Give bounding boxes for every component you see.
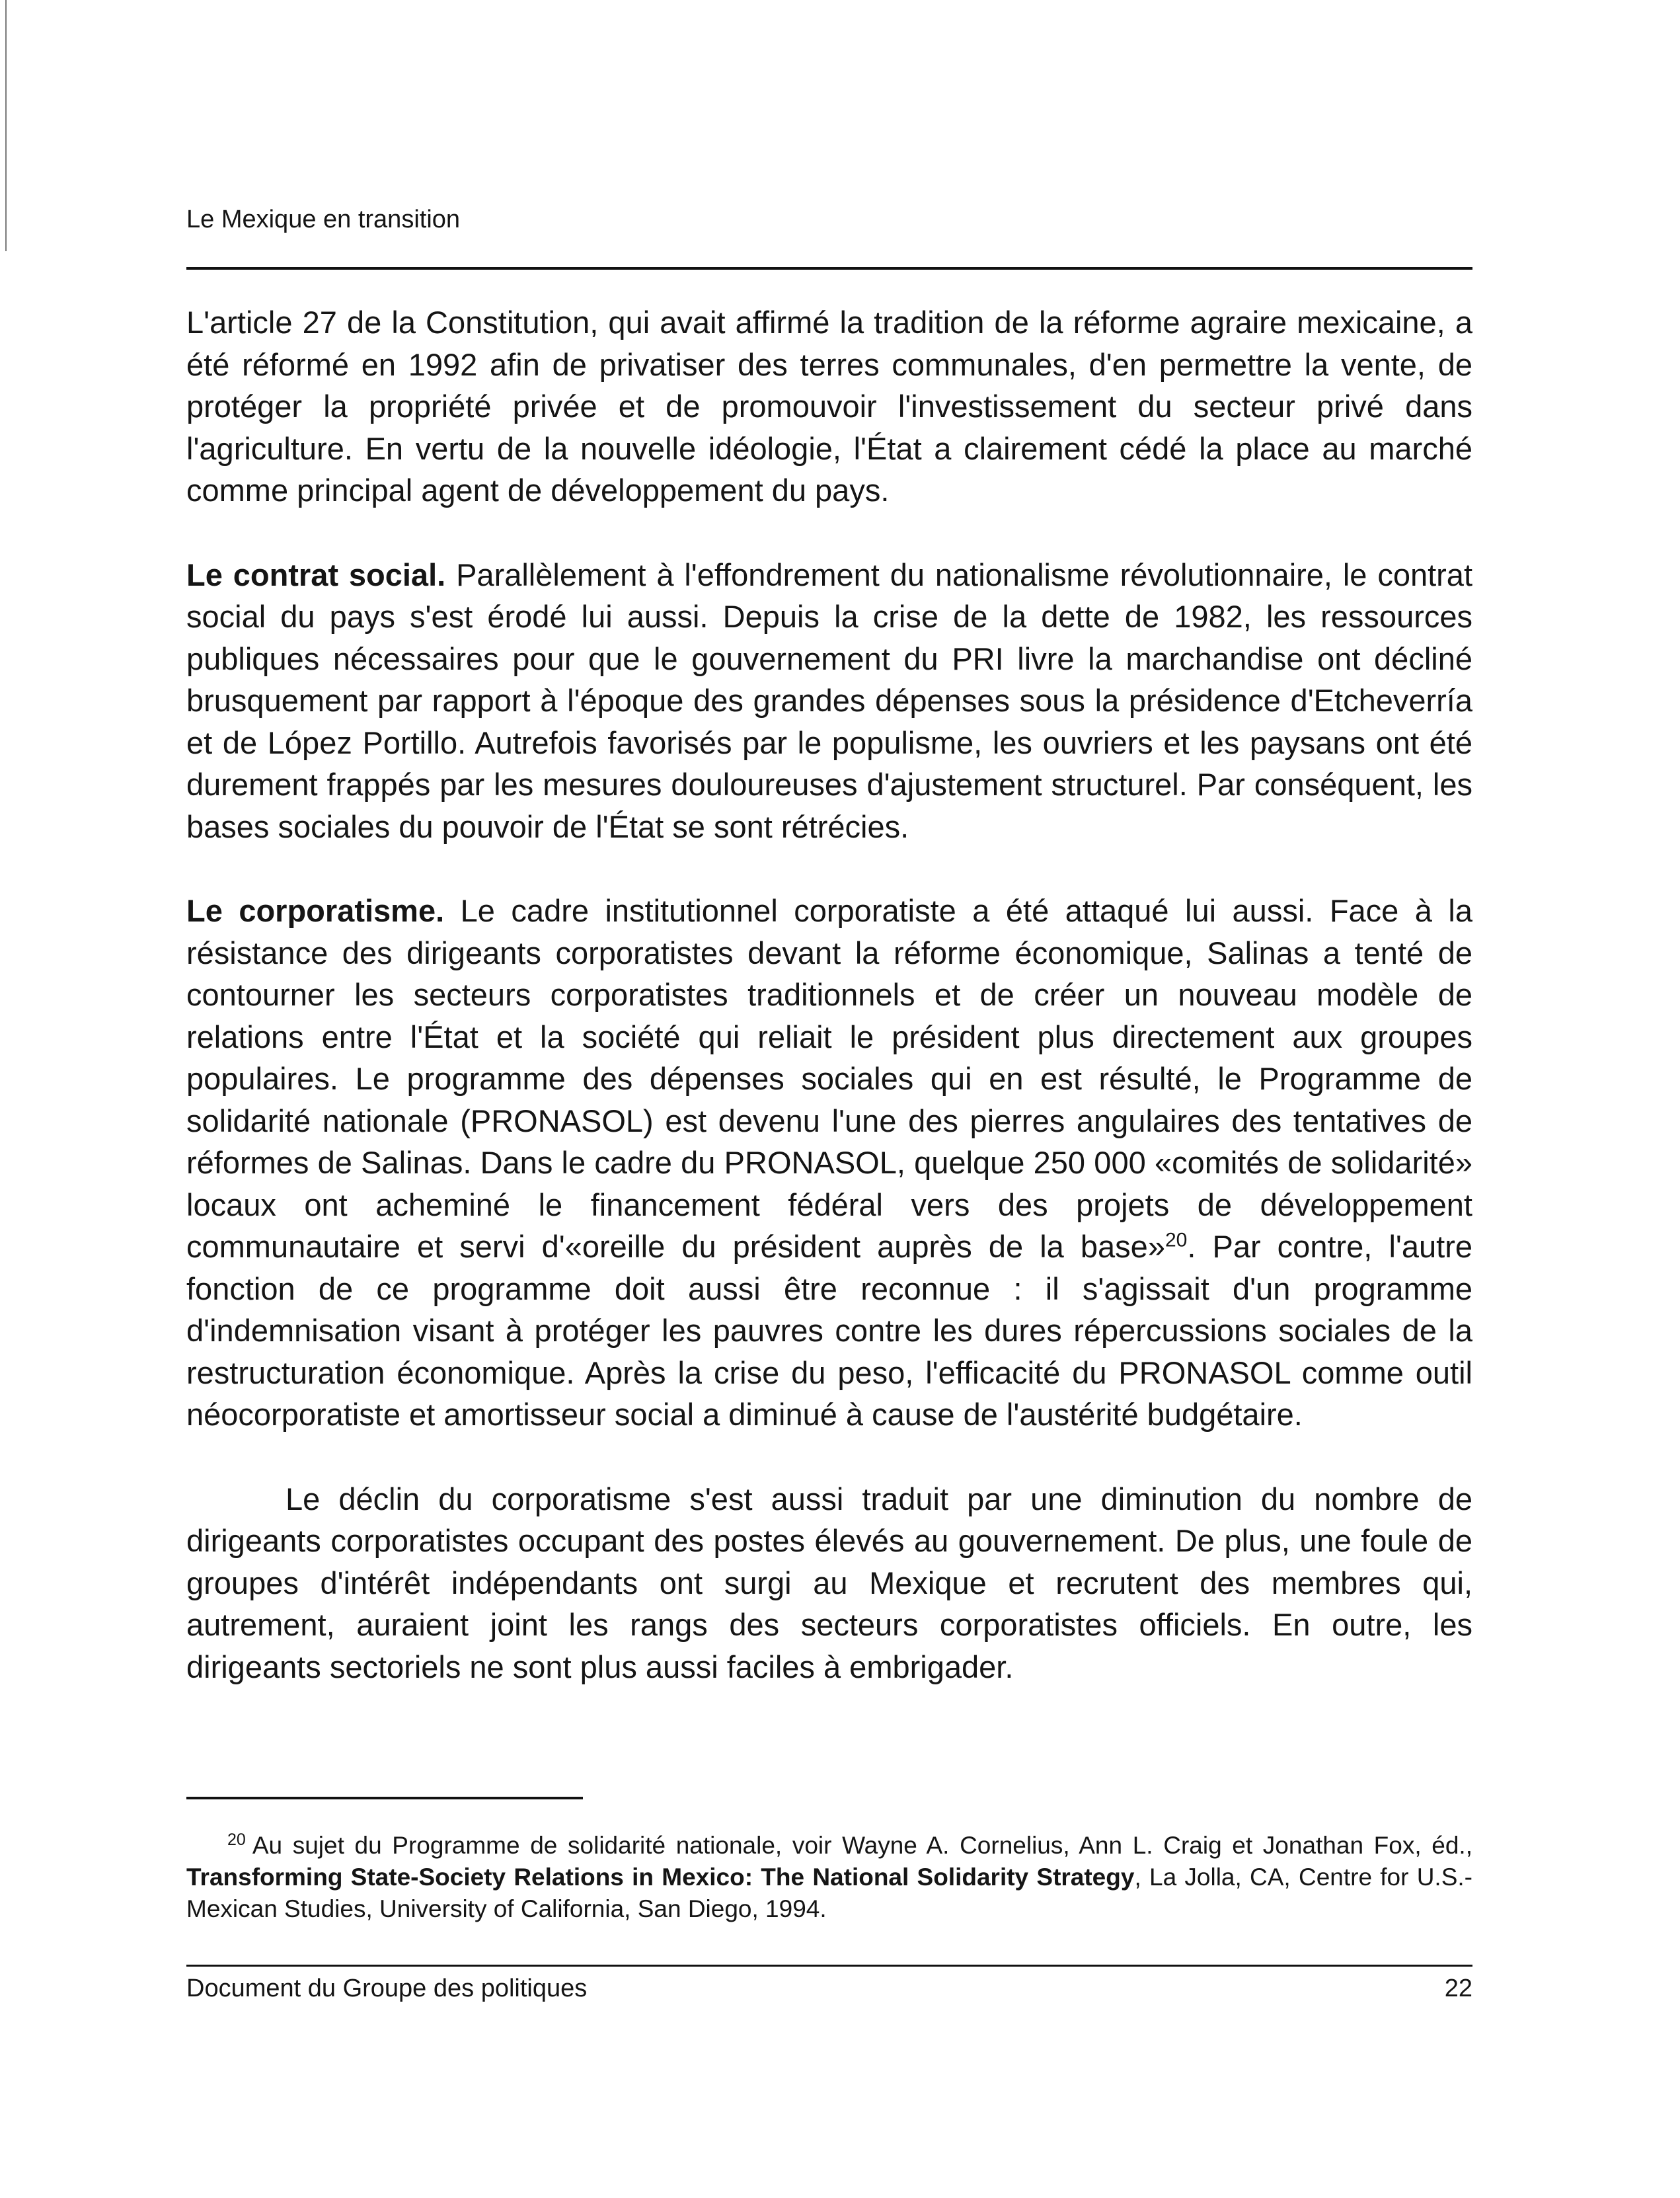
footer-label: Document du Groupe des politiques — [186, 1975, 588, 2002]
paragraph-text: . Par contre, l'autre fonction de ce programme doit aussi être reconnue : il s'agissait d'un programme d'indemnisation visant à protéger les pauvres contre les dures répercussions sociales de la restructuration économique. Après la crise du peso, l'efficacité du PRONASOL comme outil néocorporatiste et amortisseur social a diminué à cause de l'austérité budgétaire. — [186, 1229, 1472, 1432]
footnote-number: 20 — [227, 1830, 246, 1849]
paragraph-text: Le cadre institutionnel corporatiste a été attaqué lui aussi. Face à la résistance des dirigeants corporatistes devant la réforme économique, Salinas a tenté de contourner les secteurs corporatistes traditionnels et de créer un nouveau modèle de relations entre l'État et la société qui reliait le président plus directement aux groupes populaires. Le programme des dépenses sociales qui en est résulté, le Programme de solidarité nationale (PRONASOL) est devenu l'une des pierres angulaires des tentatives de réformes de Salinas. Dans le cadre du PRONASOL, quelque 250 000 «comités de solidarité» locaux ont acheminé le financement fédéral vers des projets de développement communautaire et servi d'«oreille du président auprès de la base» — [186, 893, 1472, 1264]
footnote-text: Au sujet du Programme de solidarité nationale, voir Wayne A. Cornelius, Ann L. Craig et Jonathan Fox, éd., — [252, 1832, 1472, 1859]
header-rule — [186, 267, 1472, 270]
paragraph-declin — [186, 1478, 1472, 1688]
footnote-book-title: Transforming State-Society Relations in Mexico: The National Solidarity Strategy — [186, 1864, 1135, 1891]
paragraph-article-27 — [186, 301, 1472, 512]
paragraph-corporatisme — [186, 890, 1472, 1436]
body-text — [186, 301, 1472, 1730]
running-header: Le Mexique en transition — [186, 206, 461, 233]
footnote-reference: 20 — [1165, 1229, 1188, 1251]
footer-rule — [186, 1965, 1472, 1967]
paragraph-text: Parallèlement à l'effondrement du nationalisme révolutionnaire, le contrat social du pays s'est érodé lui aussi. Depuis la crise de la dette de 1982, les ressources publiques nécessaires pour que le gouvernement du PRI livre la marchandise ont décliné brusquement par rapport à l'époque des grandes dépenses sous la présidence d'Etcheverría et de López Portillo. Autrefois favorisés par le populisme, les ouvriers et les paysans ont été durement frappés par les mesures douloureuses d'ajustement structurel. Par conséquent, les bases sociales du pouvoir de l'État se sont rétrécies. — [186, 557, 1473, 844]
paragraph-text: L'article 27 de la Constitution, qui avait affirmé la tradition de la réforme agraire mexicaine, a été réformé en 1992 afin de privatiser des terres communales, d'en permettre la vente, de protéger la propriété privée et de promouvoir l'investissement du secteur privé dans l'agriculture. En vertu de la nouvelle idéologie, l'État a clairement cédé la place au marché comme principal agent de développement du pays. — [186, 305, 1472, 508]
footnote-text: , La Jolla, CA, Centre for U.S.-Mexican Studies, University of California, San Diego, 1994. — [186, 1864, 1472, 1922]
scan-edge-line — [5, 0, 7, 251]
footnote — [186, 1830, 1472, 1925]
section-heading: Le contrat social. — [186, 557, 446, 592]
page-number: 22 — [1444, 1975, 1472, 2002]
footnote-separator — [186, 1797, 583, 1799]
paragraph-text: Le déclin du corporatisme s'est aussi traduit par une diminution du nombre de dirigeants corporatistes occupant des postes élevés au gouvernement. De plus, une foule de groupes d'intérêt indépendants ont surgi au Mexique et recrutent des membres qui, autrement, auraient joint les rangs des secteurs corporatistes officiels. En outre, les dirigeants sectoriels ne sont plus aussi faciles à embrigader. — [186, 1481, 1472, 1684]
paragraph-contrat-social — [186, 554, 1472, 848]
section-heading: Le corporatisme. — [186, 893, 445, 928]
